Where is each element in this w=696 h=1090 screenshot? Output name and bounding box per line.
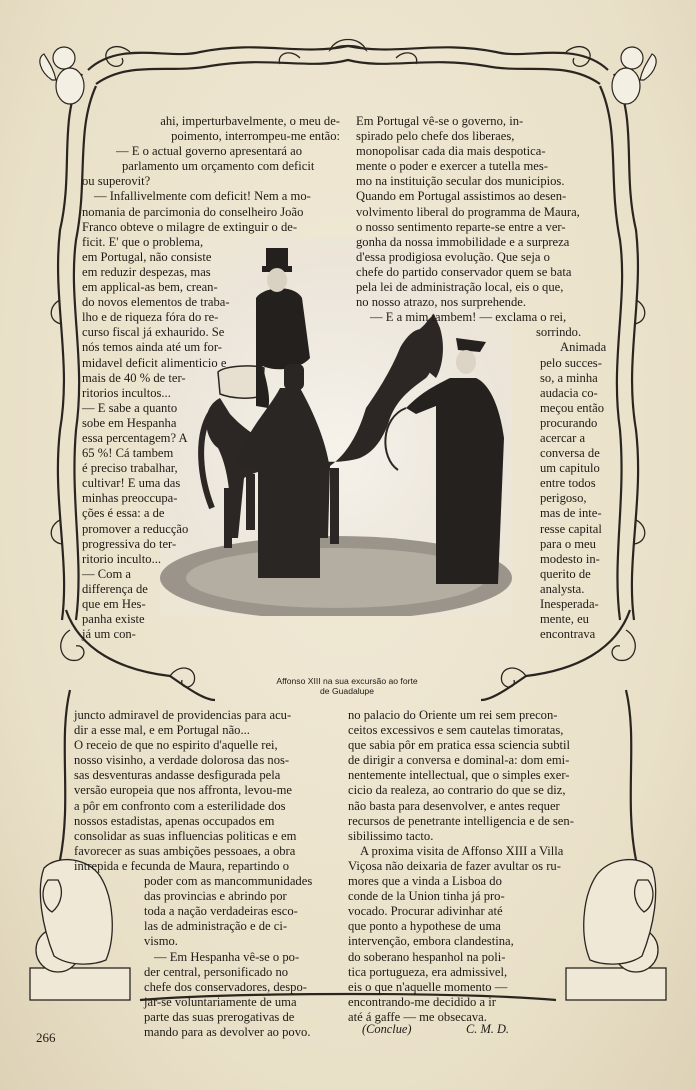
text-line: que ponto a hypothese de uma [348, 919, 501, 934]
text-line: ou superovit? [82, 174, 151, 189]
text-line: Quando em Portugal assistimos ao desen- [356, 189, 567, 204]
text-line: conversa de [540, 446, 600, 461]
text-line: parte das suas prerogativas de [144, 1009, 295, 1024]
text-line: do soberano hespanhol na poli- [348, 949, 506, 964]
text-line: mente o poder e exercer a tutella mes- [356, 159, 548, 174]
text-line: em applical-as bem, crean- [82, 280, 218, 295]
text-line: de dirigir a conversa e dominal-a: dom emi- [348, 753, 570, 768]
text-line: para o meu [540, 536, 596, 551]
text-line: no palacio do Oriente um rei sem precon- [348, 708, 558, 722]
text-line: em reduzir despezas, mas [82, 264, 211, 279]
text-line: ceitos excessivos e sem cautelas timoratas, [348, 723, 564, 738]
text-line: encontrando-me decidido a ir [348, 994, 496, 1009]
text-line: — E o actual governo apresentará ao [116, 144, 303, 159]
text-line: intervenção, embora clandestina, [348, 934, 514, 949]
text-line: vocado. Procurar adivinhar até [348, 904, 503, 919]
text-line: sorrindo. [536, 325, 582, 340]
text-line: resse capital [540, 521, 602, 536]
text-line: d'essa prodigiosa evolução. Que seja o [356, 249, 550, 264]
text-line: so, a minha [540, 370, 598, 385]
text-line: — Com a [82, 566, 131, 581]
text-line: curso fiscal já exhaurido. Se [82, 325, 225, 340]
signoff-continued: (Conclue) [362, 1022, 412, 1036]
text-line: encontrava [540, 627, 596, 642]
text-line: um capitulo [540, 461, 600, 476]
text-line: já um con- [82, 627, 136, 642]
text-line: mores que a vinda a Lisboa do [348, 874, 502, 889]
text-line: minhas preoccupa- [82, 491, 178, 506]
text-line: spirado pelo chefe dos liberaes, [356, 129, 515, 144]
text-line: cicio da realeza, ao contrario do que se diz, [348, 783, 566, 798]
text-line: jar-se voluntariamente de uma [144, 994, 297, 1009]
text-line: las de administração e de ci- [144, 919, 288, 934]
page-number: 266 [36, 1030, 56, 1045]
text-line: parlamento um orçamento com deficit [122, 159, 315, 174]
text-line: ritorio inculto... [82, 551, 162, 566]
text-line: — Em Hespanha vê-se o po- [154, 949, 300, 964]
text-line: o nosso sentimento reparte-se entre a ver- [356, 219, 566, 234]
text-line: ahi, imperturbavelmente, o meu de- [160, 114, 340, 128]
text-line: — E sabe a quanto [82, 400, 178, 415]
text-line: pela lei de administração local, eis o que, [356, 280, 564, 295]
text-line: versão europeia que nos affronta, levou-me [74, 783, 292, 798]
text-line: das provincias e abrindo por [144, 889, 287, 904]
text-line: lho e de riqueza fóra do re- [82, 310, 219, 325]
text-line: tica portugueza, era admissivel, [348, 964, 508, 979]
text-line: que em Hes- [82, 597, 146, 611]
text-line: O receio de que no espirito d'aquelle rei, [74, 738, 278, 753]
photo-caption [222, 676, 472, 696]
caption-line: Affonso XIII na sua excursão ao forte [276, 676, 418, 686]
text-line: é preciso trabalhar, [82, 461, 178, 476]
text-line: analysta. [540, 581, 585, 596]
text-line: acercar a [540, 430, 586, 445]
text-line: no nosso atrazo, nos surprehende. [356, 295, 526, 310]
text-column-right-bottom [348, 708, 574, 1025]
text-line: A proxima visita de Affonso XIII a Villa [360, 843, 564, 858]
text-line: ções é essa: a de [82, 506, 165, 521]
text-line: do novos elementos de traba- [82, 295, 230, 310]
text-line: der central, personificado no [144, 964, 289, 979]
text-line: mo na instituição secular dos municipios. [356, 174, 565, 189]
text-line: perigoso, [540, 491, 587, 506]
text-line: em Portugal, não consiste [82, 249, 212, 264]
text-line: midavel deficit alimenticio e [82, 355, 227, 370]
text-line: juncto admiravel de providencias para acu- [74, 708, 292, 722]
text-line: volvimento liberal do programma de Maura, [356, 204, 580, 219]
text-line: nós temos ainda até um for- [82, 340, 222, 355]
text-line: eis o que n'aquelle momento — [348, 979, 508, 994]
text-line: Em Portugal vê-se o governo, in- [356, 114, 524, 128]
text-line: meçou então [540, 400, 604, 415]
text-line: mando para as devolver ao povo. [144, 1024, 311, 1039]
text-line: Franco obteve o milagre de extinguir o de- [82, 219, 298, 234]
text-line: chefe dos conservadores, despo- [144, 979, 307, 994]
text-line: a pôr em confronto com a esterilidade dos [74, 798, 286, 813]
text-line: mas de inte- [540, 506, 602, 521]
text-line: não basta para desenvolver, e antes requer [348, 798, 560, 813]
text-line: ritorios incultos... [82, 385, 171, 400]
text-line: mais de 40 % de ter- [82, 370, 186, 385]
text-line: monopolisar cada dia mais despotica- [356, 144, 546, 159]
text-line: poder com as mancommunidades [144, 874, 313, 889]
text-line: essa percentagem? A [82, 430, 188, 445]
text-line: ficit. E' que o problema, [82, 234, 204, 249]
caption-line: de Guadalupe [320, 686, 374, 696]
text-line: querito de [540, 566, 591, 581]
text-line: mente, eu [540, 612, 589, 627]
text-line: dir a esse mal, e em Portugal não... [74, 723, 250, 738]
text-line: chefe do partido conservador quem se bata [356, 264, 572, 279]
text-line: recursos de penetrante intelligencia e de sen- [348, 813, 574, 828]
text-line: sobe em Hespanha [82, 415, 177, 430]
text-line: gonha da nossa immobilidade e a surpreza [356, 234, 570, 249]
text-line: consolidar as suas influencias politicas e em [74, 828, 297, 843]
text-line: vismo. [144, 934, 178, 949]
text-column-left-bottom [74, 708, 312, 1040]
text-line: nossos estadistas, apenas occupados em [74, 813, 275, 828]
text-line: sas desventuras andasse desfigurada pela [74, 768, 281, 783]
text-line: poimento, interrompeu-me então: [171, 129, 340, 144]
signoff-initials: C. M. D. [466, 1022, 510, 1036]
text-line: cultivar! E uma das [82, 476, 181, 491]
text-line: entre todos [540, 476, 596, 491]
text-line: modesto in- [540, 551, 600, 566]
text-line: nosso visinho, a verdade dolorosa das nos- [74, 753, 290, 768]
text-line: — Infallivelmente com deficit! Nem a mo- [94, 189, 311, 204]
text-line: favorecer as suas ambições pessoaes, a obra [74, 843, 296, 858]
text-line: audacia co- [540, 385, 598, 400]
text-line: progressiva do ter- [82, 536, 177, 551]
text-line: procurando [540, 415, 598, 430]
text-column-right-top [356, 114, 606, 642]
text-line: nentemente intellectual, que o simples exer- [348, 768, 570, 783]
text-column-left-top [82, 114, 340, 642]
text-line: 65 %! Cá tambem [82, 446, 174, 461]
text-line: conde de la Union tinha já pro- [348, 889, 505, 904]
text-line: pelo succes- [540, 355, 602, 370]
text-line: promover a reducção [82, 521, 189, 536]
text-line: differença de [82, 581, 148, 596]
text-line: Viçosa não deixaria de fazer avultar os ru- [348, 858, 561, 873]
text-line: que sabia pôr em pratica essa sciencia subtil [348, 738, 571, 753]
text-line: até á gaffe — me obsecava. [348, 1009, 487, 1024]
text-line: — E a mim tambem! — exclama o rei, [370, 310, 567, 325]
text-line: sibilissimo tacto. [348, 828, 434, 843]
text-line: nomania de parcimonia do conselheiro João [82, 204, 304, 219]
text-line: intrepida e fecunda de Maura, repartindo o [74, 858, 290, 873]
text-line: panha existe [82, 612, 145, 627]
text-line: Animada [560, 340, 607, 355]
text-line: toda a nação verdadeiras esco- [144, 904, 298, 919]
text-line: Inesperada- [540, 597, 599, 611]
